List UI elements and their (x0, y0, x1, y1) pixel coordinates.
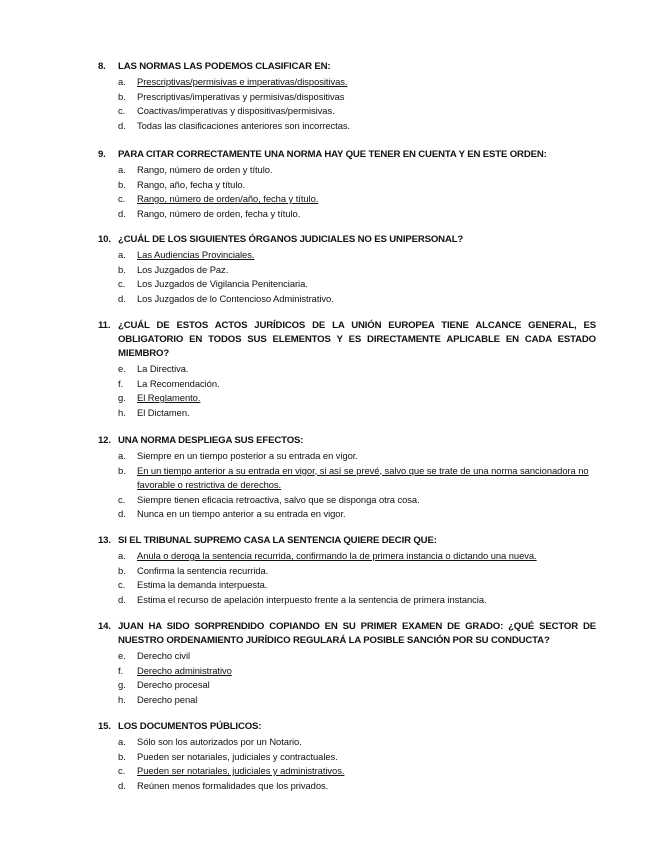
option-letter: d. (118, 593, 126, 605)
option-list (98, 449, 596, 522)
option-h (98, 693, 596, 708)
option-text-correct: El Reglamento. (137, 392, 201, 403)
option-c (98, 493, 596, 508)
question-number: 8. (98, 61, 106, 72)
option-text: La Directiva. (137, 363, 189, 374)
option-text: Confirma la sentencia recurrida. (137, 564, 269, 576)
option-b (98, 564, 596, 579)
option-letter: h. (118, 693, 126, 705)
question-13 (98, 534, 596, 607)
option-letter: d. (118, 207, 126, 219)
option-letter: c. (118, 193, 126, 204)
option-letter: a. (118, 249, 126, 260)
option-d (98, 292, 596, 307)
option-letter: a. (118, 450, 126, 461)
option-text: Prescriptivas/imperativas y permisivas/dispositivas (137, 90, 345, 102)
option-b (98, 464, 596, 493)
option-list (98, 248, 596, 306)
option-h (98, 406, 596, 421)
option-d (98, 779, 596, 794)
option-list (98, 735, 596, 793)
option-d (98, 119, 596, 134)
option-text-correct: Rango, número de orden/año, fecha y título. (137, 193, 319, 204)
option-a (98, 248, 596, 263)
option-b (98, 90, 596, 105)
question-title: ¿CUÁL DE ESTOS ACTOS JURÍDICOS DE LA UNIÓN EUROPEA TIENE ALCANCE GENERAL, ES OBLIGATORIO EN TODOS SUS ELEMENTOS Y ES DIRECTAMENTE APLICABLE EN CADA ESTADO MIEMBRO? (118, 320, 596, 359)
option-letter: b. (118, 750, 126, 762)
option-letter: b. (118, 263, 126, 275)
question-12 (98, 434, 596, 522)
question-number: 13. (98, 535, 111, 546)
option-text: Derecho procesal (137, 679, 210, 690)
option-b (98, 178, 596, 193)
option-a (98, 735, 596, 750)
option-letter: a. (118, 76, 126, 87)
option-list (98, 362, 596, 420)
question-number: 15. (98, 721, 111, 732)
option-c (98, 277, 596, 292)
option-b (98, 263, 596, 278)
option-letter: g. (118, 392, 126, 403)
option-text: Rango, número de orden y título. (137, 164, 273, 175)
option-b (98, 750, 596, 765)
option-a (98, 549, 596, 564)
option-text: Estima el recurso de apelación interpuesto frente a la sentencia de primera instancia. (137, 593, 487, 605)
option-text: Todas las clasificaciones anteriores son incorrectas. (137, 119, 351, 131)
option-list (98, 75, 596, 133)
option-letter: b. (118, 464, 126, 476)
option-text-correct: En un tiempo anterior a su entrada en vigor, si así se prevé, salvo que se trate de una norma sancionadora no favorable o restrictiva de derechos. (137, 464, 589, 490)
option-letter: h. (118, 406, 126, 418)
option-text: Sólo son los autorizados por un Notario. (137, 736, 302, 747)
option-text: Pueden ser notariales, judiciales y contractuales. (137, 750, 338, 762)
option-list (98, 649, 596, 707)
option-letter: c. (118, 765, 126, 776)
option-text: Rango, número de orden, fecha y título. (137, 207, 301, 219)
question-8 (98, 60, 596, 133)
option-g (98, 678, 596, 693)
option-g (98, 391, 596, 406)
question-10 (98, 233, 596, 306)
option-letter: c. (118, 579, 126, 590)
option-text: Estima la demanda interpuesta. (137, 579, 268, 590)
question-number: 12. (98, 435, 111, 446)
option-c (98, 764, 596, 779)
question-title: ¿CUÁL DE LOS SIGUIENTES ÓRGANOS JUDICIALES NO ES UNIPERSONAL? (118, 234, 464, 245)
option-text: Los Juzgados de Paz. (137, 263, 229, 275)
option-e (98, 362, 596, 377)
question-number: 10. (98, 234, 111, 245)
option-f (98, 664, 596, 679)
option-list (98, 163, 596, 221)
option-letter: e. (118, 363, 126, 374)
option-c (98, 104, 596, 119)
option-letter: b. (118, 90, 126, 102)
option-text: Reúnen menos formalidades que los privados. (137, 779, 329, 791)
question-title: UNA NORMA DESPLIEGA SUS EFECTOS: (118, 435, 304, 446)
option-letter: c. (118, 278, 126, 289)
option-letter: d. (118, 292, 126, 304)
option-letter: g. (118, 679, 126, 690)
option-d (98, 207, 596, 222)
option-letter: d. (118, 508, 126, 519)
question-14 (98, 620, 596, 707)
question-9 (98, 148, 596, 221)
question-number: 14. (98, 621, 111, 632)
question-title: SI EL TRIBUNAL SUPREMO CASA LA SENTENCIA QUIERE DECIR QUE: (118, 535, 437, 546)
option-text: Siempre en un tiempo posterior a su entrada en vigor. (137, 450, 358, 461)
option-text-correct: Las Audiencias Provinciales. (137, 249, 255, 260)
option-text: Los Juzgados de lo Contencioso Administrativo. (137, 292, 334, 304)
question-title: LOS DOCUMENTOS PÚBLICOS: (118, 721, 262, 732)
option-text-correct: Anula o deroga la sentencia recurrida, confirmando la de primera instancia o dictando una nueva. (137, 550, 537, 561)
option-a (98, 75, 596, 90)
option-text: Los Juzgados de Vigilancia Penitenciaria. (137, 278, 308, 289)
option-text: La Recomendación. (137, 377, 220, 389)
question-15 (98, 720, 596, 793)
option-letter: c. (118, 493, 126, 505)
option-c (98, 192, 596, 207)
option-a (98, 449, 596, 464)
option-c (98, 578, 596, 593)
option-f (98, 377, 596, 392)
question-11 (98, 319, 596, 420)
option-letter: b. (118, 564, 126, 576)
option-text: Rango, año, fecha y título. (137, 178, 246, 190)
option-d (98, 507, 596, 522)
option-a (98, 163, 596, 178)
question-number: 11. (98, 320, 111, 331)
option-e (98, 649, 596, 664)
option-letter: a. (118, 550, 126, 561)
option-text-correct: Prescriptivas/permisivas e imperativas/dispositivas. (137, 76, 348, 87)
option-letter: c. (118, 105, 126, 116)
question-title: JUAN HA SIDO SORPRENDIDO COPIANDO EN SU PRIMER EXAMEN DE GRADO: ¿QUÉ SECTOR DE NUESTRO ORDENAMIENTO JURÍDICO REGULARÁ LA POSIBLE SANCIÓN POR SU CONDUCTA? (118, 621, 596, 646)
option-text: Coactivas/imperativas y dispositivas/permisivas. (137, 105, 335, 116)
option-text: Nunca en un tiempo anterior a su entrada en vigor. (137, 508, 346, 519)
option-letter: e. (118, 650, 126, 661)
option-text-correct: Pueden ser notariales, judiciales y administrativos. (137, 765, 345, 776)
option-text: El Dictamen. (137, 406, 190, 418)
option-letter: f. (118, 664, 124, 676)
option-letter: b. (118, 178, 126, 190)
option-letter: f. (118, 377, 124, 389)
option-letter: d. (118, 779, 126, 791)
option-letter: a. (118, 164, 126, 175)
option-letter: d. (118, 119, 126, 131)
question-title: PARA CITAR CORRECTAMENTE UNA NORMA HAY QUE TENER EN CUENTA Y EN ESTE ORDEN: (118, 149, 547, 160)
option-letter: a. (118, 736, 126, 747)
option-text: Derecho penal (137, 693, 198, 705)
question-title: LAS NORMAS LAS PODEMOS CLASIFICAR EN: (118, 61, 331, 72)
option-text-correct: Derecho administrativo (137, 664, 232, 676)
option-list (98, 549, 596, 607)
question-number: 9. (98, 149, 106, 160)
option-text: Siempre tienen eficacia retroactiva, salvo que se disponga otra cosa. (137, 493, 420, 505)
option-text: Derecho civil (137, 650, 191, 661)
option-d (98, 593, 596, 608)
